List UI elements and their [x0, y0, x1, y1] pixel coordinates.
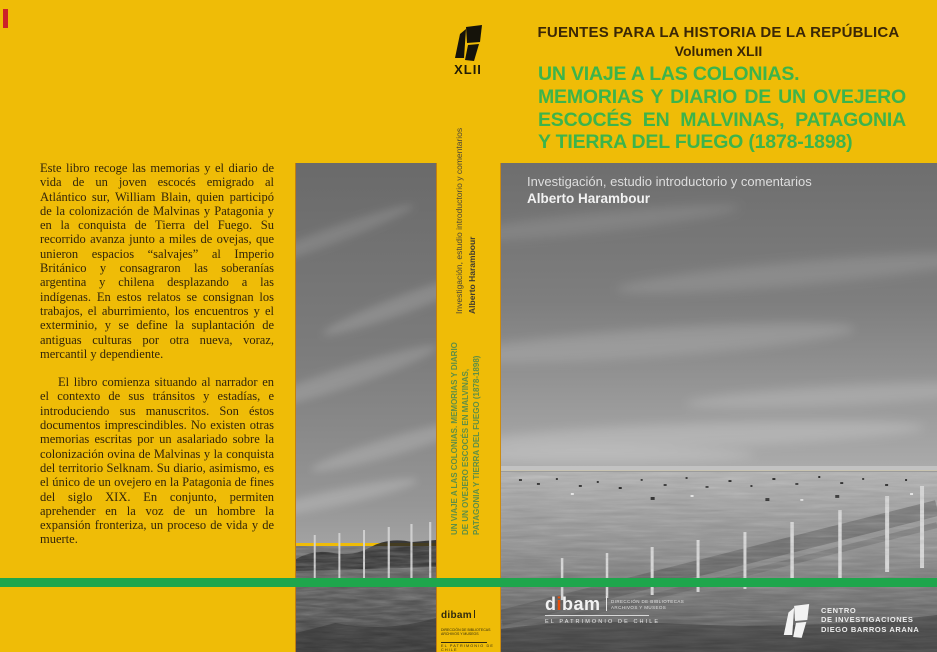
barros-arana-glyph-icon	[780, 600, 812, 640]
front-author: Alberto Harambour	[527, 191, 651, 206]
dibam-red-i: i	[556, 594, 563, 614]
book-title	[538, 63, 906, 154]
barros-arana-glyph-icon	[451, 22, 485, 62]
green-accent-band	[0, 578, 937, 587]
book-title-line: Y TIERRA DEL FUEGO (1878-1898)	[538, 131, 853, 154]
front-credit-text: Investigación, estudio introductorio y comentarios	[527, 174, 812, 189]
print-registration-mark	[3, 9, 8, 28]
dibam-wordmark: dibam	[545, 594, 601, 614]
book-title-line: UN VIAJE A LAS COLONIAS.	[538, 63, 800, 85]
dibam-divider	[474, 610, 475, 618]
synopsis-paragraph: Este libro recoge las memorias y el diario de vida de un joven escocés emigrado al Atlántico sur, William Blain, quien participó de la colonización de Malvinas y Patagonia y en la conquista de Tierra del Fuego. Su recorrido avanza junto a miles de ovejas, que unieron espacios “salvajes” al Imperio Británico y consagraron las soberanías argentina y chilena desplazando a las indígenas. En estos relatos se consignan los trabajos, el aburrimiento, los encuentros y el exterminio, y se define la suplantación de antiguas culturas por otra nueva, voraz, mercantil y dependiente.	[40, 161, 274, 361]
barros-arana-logo	[780, 600, 919, 640]
front-credit-block	[527, 173, 812, 207]
dibam-logo-spine	[441, 605, 497, 652]
spine-author: Alberto Harambour	[467, 236, 477, 314]
book-title-line: ESCOCÉS EN MALVINAS, PATAGONIA	[538, 108, 906, 131]
dibam-wordmark: dibam	[441, 610, 472, 621]
spine-title-line: UN VIAJE A LAS COLONIAS. MEMORIAS Y DIARIO	[450, 342, 459, 535]
spine-title-rotated	[449, 339, 483, 535]
dibam-rule	[441, 642, 487, 643]
spine-volume-number: XLII	[454, 62, 482, 77]
spine-credit-text: Investigación, estudio introductorio y comentarios	[454, 127, 464, 314]
dibam-divider	[606, 596, 608, 611]
synopsis-paragraph: El libro comienza situando al narrador en el contexto de sus tránsitos y estadías, e introduciendo sus manuscritos. Son éstos documentos imprescindibles. No existen otras memorias escritas por un asalariado sobre la colonización ovina de Malvinas y la conquista del territorio Selknam. Su diario, asimismo, es el único de un ovejero en la Patagonia de fines del siglo XIX. En conjunto, permiten aprehender en la voz de un hombre la expansión fronteriza, un proceso de vida y de muerte.	[40, 375, 274, 547]
barros-arana-text: CENTRO DE INVESTIGACIONES DIEGO BARROS ARANA	[821, 605, 920, 634]
spine-title-line: DE UN OVEJERO ESCOCÉS EN MALVINAS,	[461, 368, 470, 535]
series-volume: Volumen XLII	[674, 43, 763, 59]
dibam-logo-front	[545, 596, 684, 625]
series-title: FUENTES PARA LA HISTORIA DE LA REPÚBLICA	[537, 24, 900, 41]
dibam-tagline: EL PATRIMONIO DE CHILE	[545, 619, 661, 625]
spine-credit-rotated	[453, 108, 483, 314]
dibam-smalltext: DIRECCIÓN DE BIBLIOTECAS ARCHIVOS Y MUSEOS	[611, 599, 685, 610]
dibam-smalltext: DIRECCIÓN DE BIBLIOTECAS ARCHIVOS Y MUSEOS	[441, 627, 491, 636]
series-header	[500, 24, 937, 59]
book-title-line: MEMORIAS Y DIARIO DE UN OVEJERO	[538, 85, 906, 108]
back-cover-synopsis	[40, 161, 274, 547]
dibam-tagline: EL PATRIMONIO DE CHILE	[441, 644, 494, 652]
dibam-rule	[545, 615, 649, 616]
spine-title-line: PATAGONIA Y TIERRA DEL FUEGO (1878-1898)	[472, 355, 481, 535]
